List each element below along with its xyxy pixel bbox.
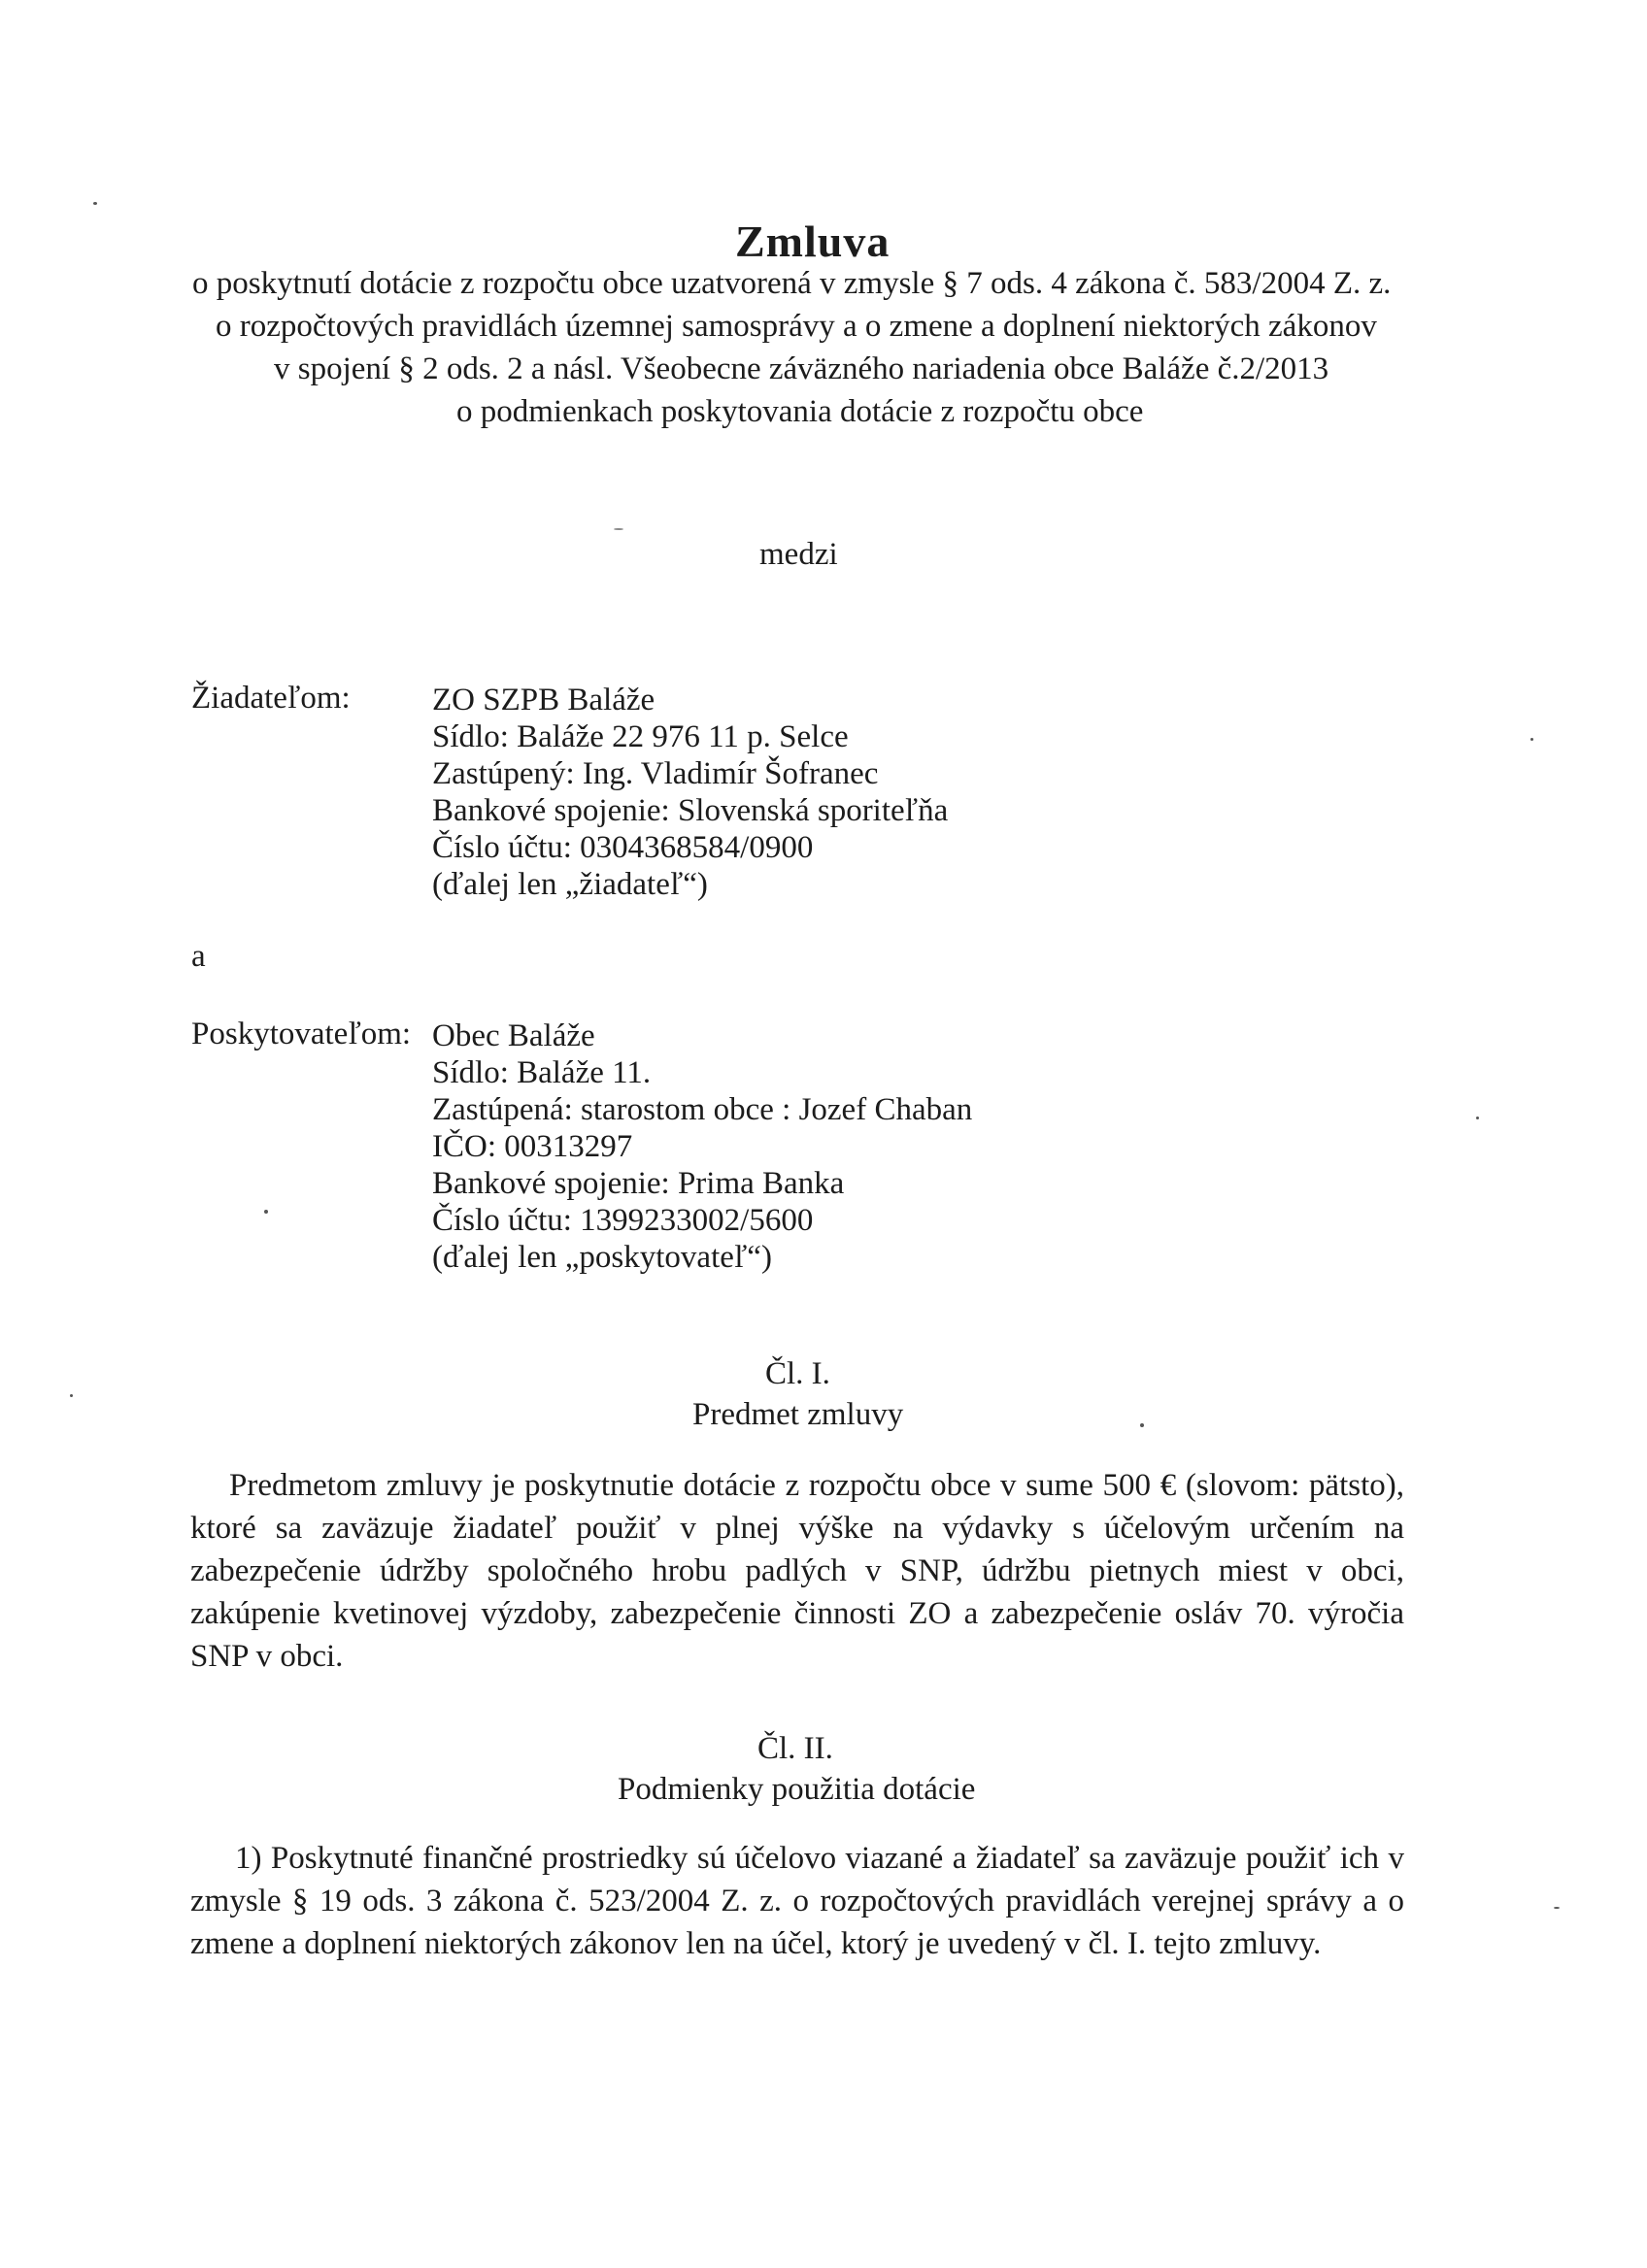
- conjunction-and: a: [191, 939, 206, 974]
- provider-line: Sídlo: Baláže 11.: [432, 1055, 652, 1090]
- applicant-line: Sídlo: Baláže 22 976 11 p. Selce: [432, 719, 849, 754]
- applicant-line: Zastúpený: Ing. Vladimír Šofranec: [432, 756, 879, 791]
- provider-block: [432, 1017, 972, 1276]
- provider-label: Poskytovateľom:: [191, 1017, 412, 1051]
- subtitle-line: o poskytnutí dotácie z rozpočtu obce uzatvorená v zmysle § 7 ods. 4 zákona č. 583/2004 Z. z.: [192, 266, 1392, 301]
- scan-speck: [264, 1210, 268, 1214]
- subtitle-line: v spojení § 2 ods. 2 a násl. Všeobecne záväzného nariadenia obce Baláže č.2/2013: [274, 351, 1329, 386]
- article-2-text: 1) Poskytnuté finančné prostriedky sú účelovo viazané a žiadateľ sa zaväzuje použiť ich v zmysle § 19 ods. 3 zákona č. 523/2004 Z. z. o rozpočtových pravidlách verejnej správy a o zmene a doplnení niektorých zákonov len na účel, ktorý je uvedený v čl. I. tejto zmluvy.: [190, 1841, 1404, 1961]
- scan-speck: [1530, 738, 1533, 741]
- scan-speck: [93, 202, 97, 205]
- article-1-text: Predmetom zmluvy je poskytnutie dotácie z rozpočtu obce v sume 500 € (slovom: pätsto), ktoré sa zaväzuje žiadateľ použiť v plnej výške na výdavky s účelovým určením na zabezpečenie údržby spoločného hrobu padlých v SNP, údržbu pietnych miest v obci, zakúpenie kvetinovej výzdoby, zabezpečenie činnosti ZO a zabezpečenie osláv 70. výročia SNP v obci.: [190, 1468, 1404, 1674]
- between-word: medzi: [759, 537, 838, 572]
- subtitle-line: o rozpočtových pravidlách územnej samosprávy a o zmene a doplnení niektorých zákonov: [216, 309, 1377, 344]
- article-2-heading: Podmienky použitia dotácie: [618, 1772, 976, 1807]
- applicant-block: [432, 682, 948, 903]
- article-2-number: Čl. II.: [757, 1731, 833, 1766]
- provider-line: IČO: 00313297: [432, 1129, 633, 1164]
- applicant-line: ZO SZPB Baláže: [432, 683, 655, 717]
- article-1-number: Čl. I.: [765, 1356, 830, 1391]
- applicant-line: (ďalej len „žiadateľ“): [432, 867, 708, 902]
- applicant-line: Číslo účtu: 0304368584/0900: [432, 830, 814, 865]
- document-title: Zmluva: [735, 217, 891, 266]
- scan-speck: [70, 1394, 73, 1397]
- provider-line: (ďalej len „poskytovateľ“): [432, 1240, 772, 1275]
- applicant-label: Žiadateľom:: [191, 681, 351, 716]
- article-1-heading: Predmet zmluvy: [692, 1397, 904, 1432]
- scan-speck: [614, 528, 623, 530]
- scan-speck: [1554, 1907, 1560, 1909]
- subtitle-line: o podmienkach poskytovania dotácie z rozpočtu obce: [456, 394, 1144, 429]
- provider-line: Bankové spojenie: Prima Banka: [432, 1166, 845, 1201]
- applicant-line: Bankové spojenie: Slovenská sporiteľňa: [432, 793, 949, 828]
- scan-speck: [1476, 1117, 1479, 1119]
- provider-line: Zastúpená: starostom obce : Jozef Chaban: [432, 1092, 973, 1127]
- provider-line: Obec Baláže: [432, 1018, 595, 1053]
- provider-line: Číslo účtu: 1399233002/5600: [432, 1203, 814, 1238]
- scan-speck: [1140, 1423, 1144, 1427]
